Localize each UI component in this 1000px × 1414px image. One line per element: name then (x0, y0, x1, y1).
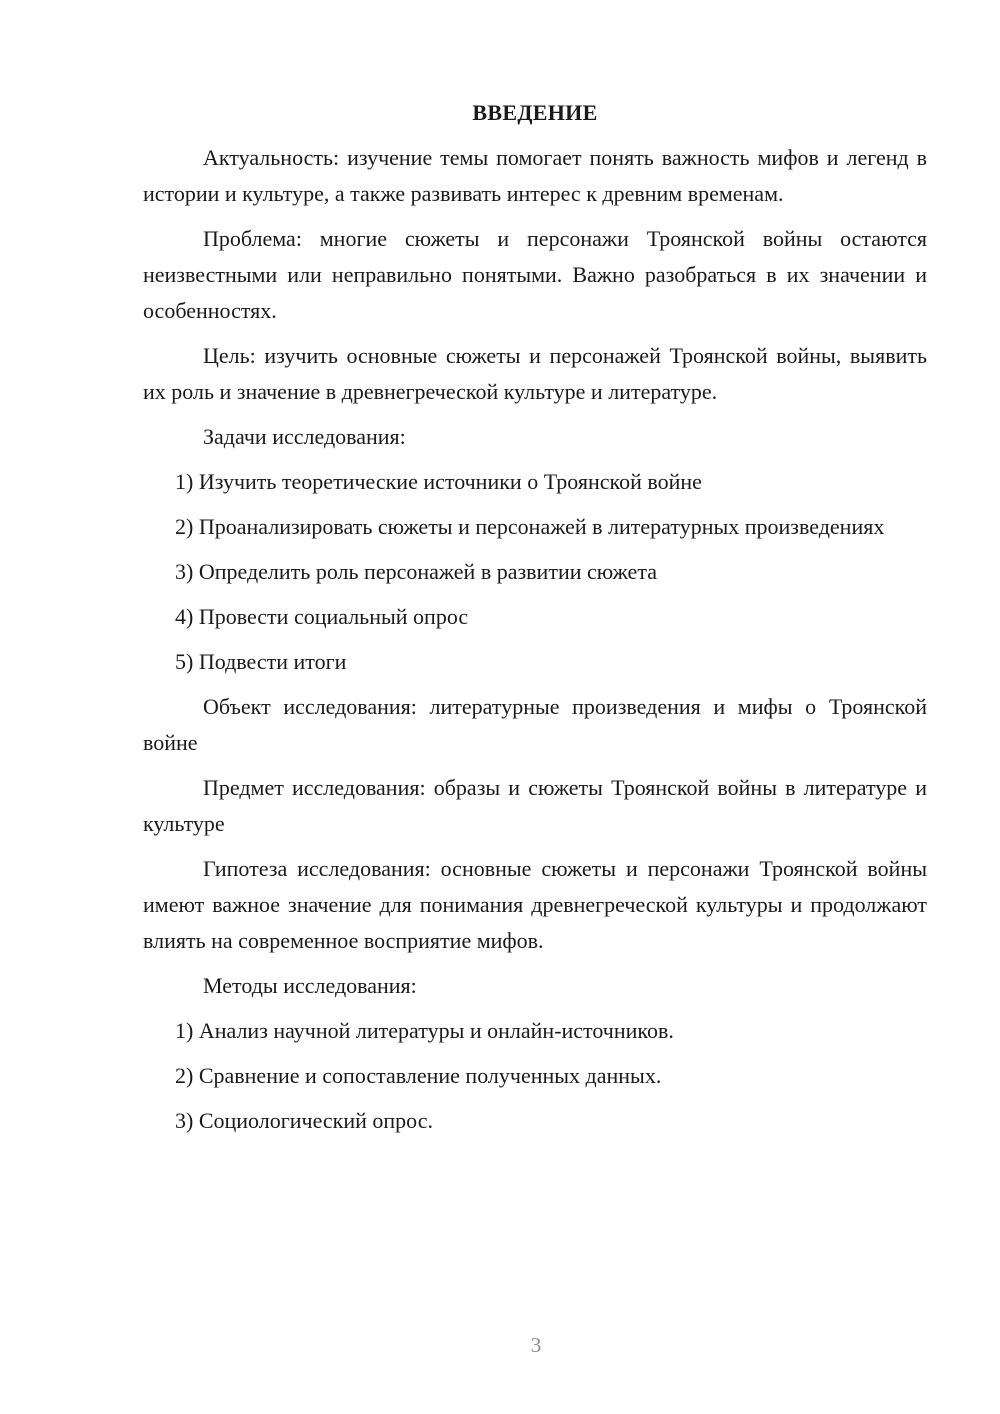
task-item: 1) Изучить теоретические источники о Троянской войне (175, 469, 702, 494)
subject-paragraph: Предмет исследования: образы и сюжеты Троянской войны в литературе и культуре (143, 775, 927, 836)
task-item: 2) Проанализировать сюжеты и персонажей в литературных произведениях (175, 514, 885, 539)
task-item: 3) Определить роль персонажей в развитии сюжета (175, 559, 657, 584)
method-item: 1) Анализ научной литературы и онлайн-источников. (175, 1018, 674, 1043)
tasks-heading: Задачи исследования: (203, 424, 406, 449)
object-paragraph: Объект исследования: литературные произведения и мифы о Троянской войне (143, 694, 927, 755)
page-title: ВВЕДЕНИЕ (472, 100, 598, 125)
hypothesis-paragraph: Гипотеза исследования: основные сюжеты и персонажи Троянской войны имеют важное значение для понимания древнегреческой культуры и продолжают влиять на современное восприятие мифов. (143, 856, 927, 953)
goal-paragraph: Цель: изучить основные сюжеты и персонажей Троянской войны, выявить их роль и значение в древнегреческой культуре и литературе. (143, 343, 927, 404)
method-item: 3) Социологический опрос. (175, 1108, 433, 1133)
task-item: 4) Провести социальный опрос (175, 604, 469, 629)
relevance-paragraph: Актуальность: изучение темы помогает понять важность мифов и легенд в истории и культуре, а также развивать интерес к древним временам. (143, 145, 927, 206)
methods-heading: Методы исследования: (203, 973, 417, 998)
task-item: 5) Подвести итоги (175, 649, 347, 674)
page-number: 3 (530, 1333, 542, 1357)
page-content (143, 95, 927, 1148)
method-item: 2) Сравнение и сопоставление полученных данных. (175, 1063, 662, 1088)
problem-paragraph: Проблема: многие сюжеты и персонажи Троянской войны остаются неизвестными или неправильно понятыми. Важно разобраться в их значении и особенностях. (143, 226, 927, 323)
